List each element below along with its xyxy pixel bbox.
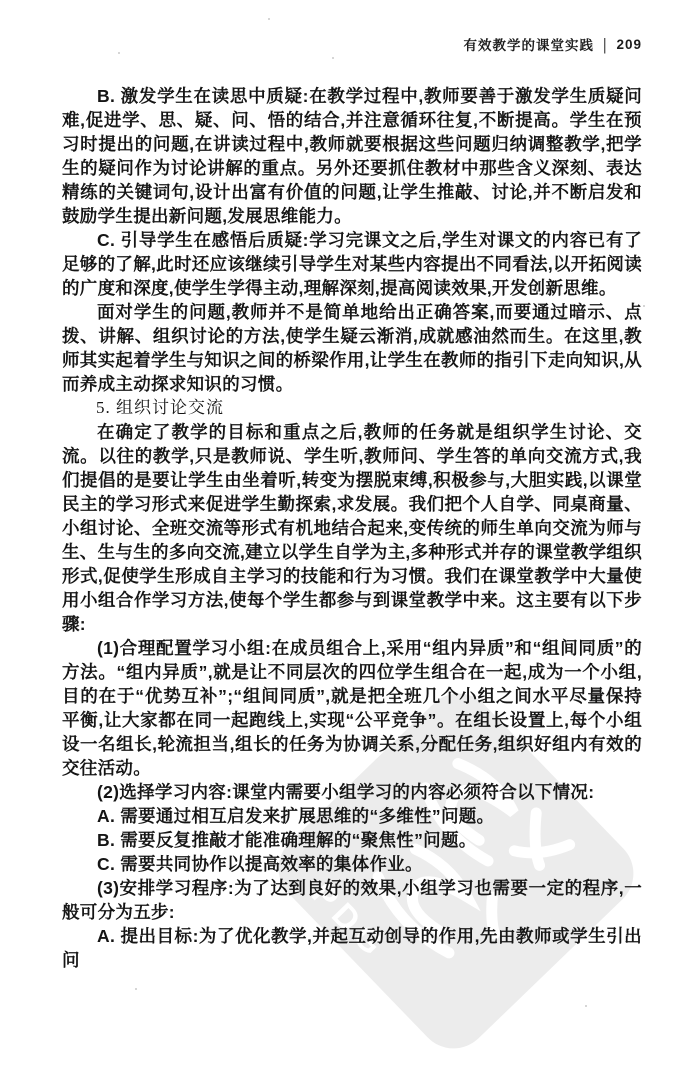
scan-noise-speck <box>268 18 270 20</box>
paragraph-step2-select-content: (2)选择学习内容:课堂内需要小组学习的内容必须符合以下情况: <box>97 782 595 802</box>
scan-noise-speck <box>643 305 645 307</box>
paragraph-c-questioning-after-insight: C. 引导学生在感悟后质疑:学习完课文之后,学生对课文的内容已有了足够的了解,此时还应该继续引导学生对某些内容提出不同看法,以开拓阅读的广度和深度,使学生学得主动,理解深刻,提高阅读效果,开发创新思维。 <box>62 230 642 298</box>
scan-noise-speck <box>332 57 334 59</box>
paragraph-step1-configure-groups: (1)合理配置学习小组:在成员组合上,采用“组内异质”和“组间同质”的方法。“组内异质”,就是让不同层次的四位学生组合在一起,成为一个小组,目的在于“优势互补”;“组间同质”,就是把全班几个小组之间水平尽量保持平衡,让大家都在同一起跑线上,实现“公平竞争”。在组长设置上,每个小组设一名组长,轮流担当,组长的任务为协调关系,分配任务,组织好组内有效的交往活动。 <box>62 638 642 778</box>
list-item-a-propose-goal: A. 提出目标:为了优化教学,并起互动创导的作用,先由教师或学生引出问 <box>62 926 642 970</box>
list-item-c-collective-work: C. 需要共同协作以提高效率的集体作业。 <box>97 854 423 874</box>
paragraph-teacher-as-bridge: 面对学生的问题,教师并不是简单地给出正确答案,而要通过暗示、点拨、讲解、组织讨论的方法,使学生疑云渐消,成就感油然而生。在这里,教师其实起着学生与知识之间的桥梁作用,让学生在教师的指引下走向知识,从而养成主动探求知识的习惯。 <box>62 302 642 394</box>
paragraph-b-questioning-during-reading: B. 激发学生在读思中质疑:在教学过程中,教师要善于激发学生质疑问难,促进学、思、疑、问、悟的结合,并注意循环往复,不断提高。学生在预习时提出的问题,在讲读过程中,教师就要根据这些问题归纳调整教学,把学生的疑问作为讨论讲解的重点。另外还要抓住教材中那些含义深刻、表达精练的关键词句,设计出富有价值的问题,让学生推敲、讨论,并不断启发和鼓励学生提出新问题,发展思维能力。 <box>62 86 642 226</box>
running-header <box>463 34 642 54</box>
scan-noise-speck <box>135 988 137 990</box>
scan-noise-speck <box>118 52 120 54</box>
paragraph-step3-arrange-procedure: (3)安排学习程序:为了达到良好的效果,小组学习也需要一定的程序,一般可分为五步: <box>62 878 642 922</box>
running-head-title: 有效教学的课堂实践 <box>463 38 594 53</box>
list-item-a-multidimensional-problems: A. 需要通过相互启发来扩展思维的“多维性”问题。 <box>97 806 495 826</box>
paragraph-discussion-overview: 在确定了教学的目标和重点之后,教师的任务就是组织学生讨论、交流。以往的教学,只是教师说、学生听,教师问、学生答的单向交流方式,我们提倡的是要让学生由坐着听,转变为摆脱束缚,积极参与,大胆实践,以课堂民主的学习形式来促进学生勤探索,求发展。我们把个人自学、同桌商量、小组讨论、全班交流等形式有机地结合起来,变传统的师生单向交流为师与生、生与生的多向交流,建立以学生自学为主,多种形式并存的课堂教学组织形式,促使学生形成自主学习的技能和行为习惯。我们在课堂教学中大量使用小组合作学习方法,使每个学生都参与到课堂教学中来。这主要有以下步骤: <box>62 422 642 634</box>
heading-organize-discussion-exchange: 5. 组织讨论交流 <box>96 398 224 417</box>
page-body <box>62 84 642 972</box>
scan-noise-speck <box>585 1005 587 1007</box>
header-separator: | <box>602 35 608 53</box>
watermark-pdg-label: PDG <box>304 874 396 967</box>
page-number: 209 <box>616 36 642 52</box>
list-item-b-focused-problems: B. 需要反复推敲才能准确理解的“聚焦性”问题。 <box>97 830 477 850</box>
